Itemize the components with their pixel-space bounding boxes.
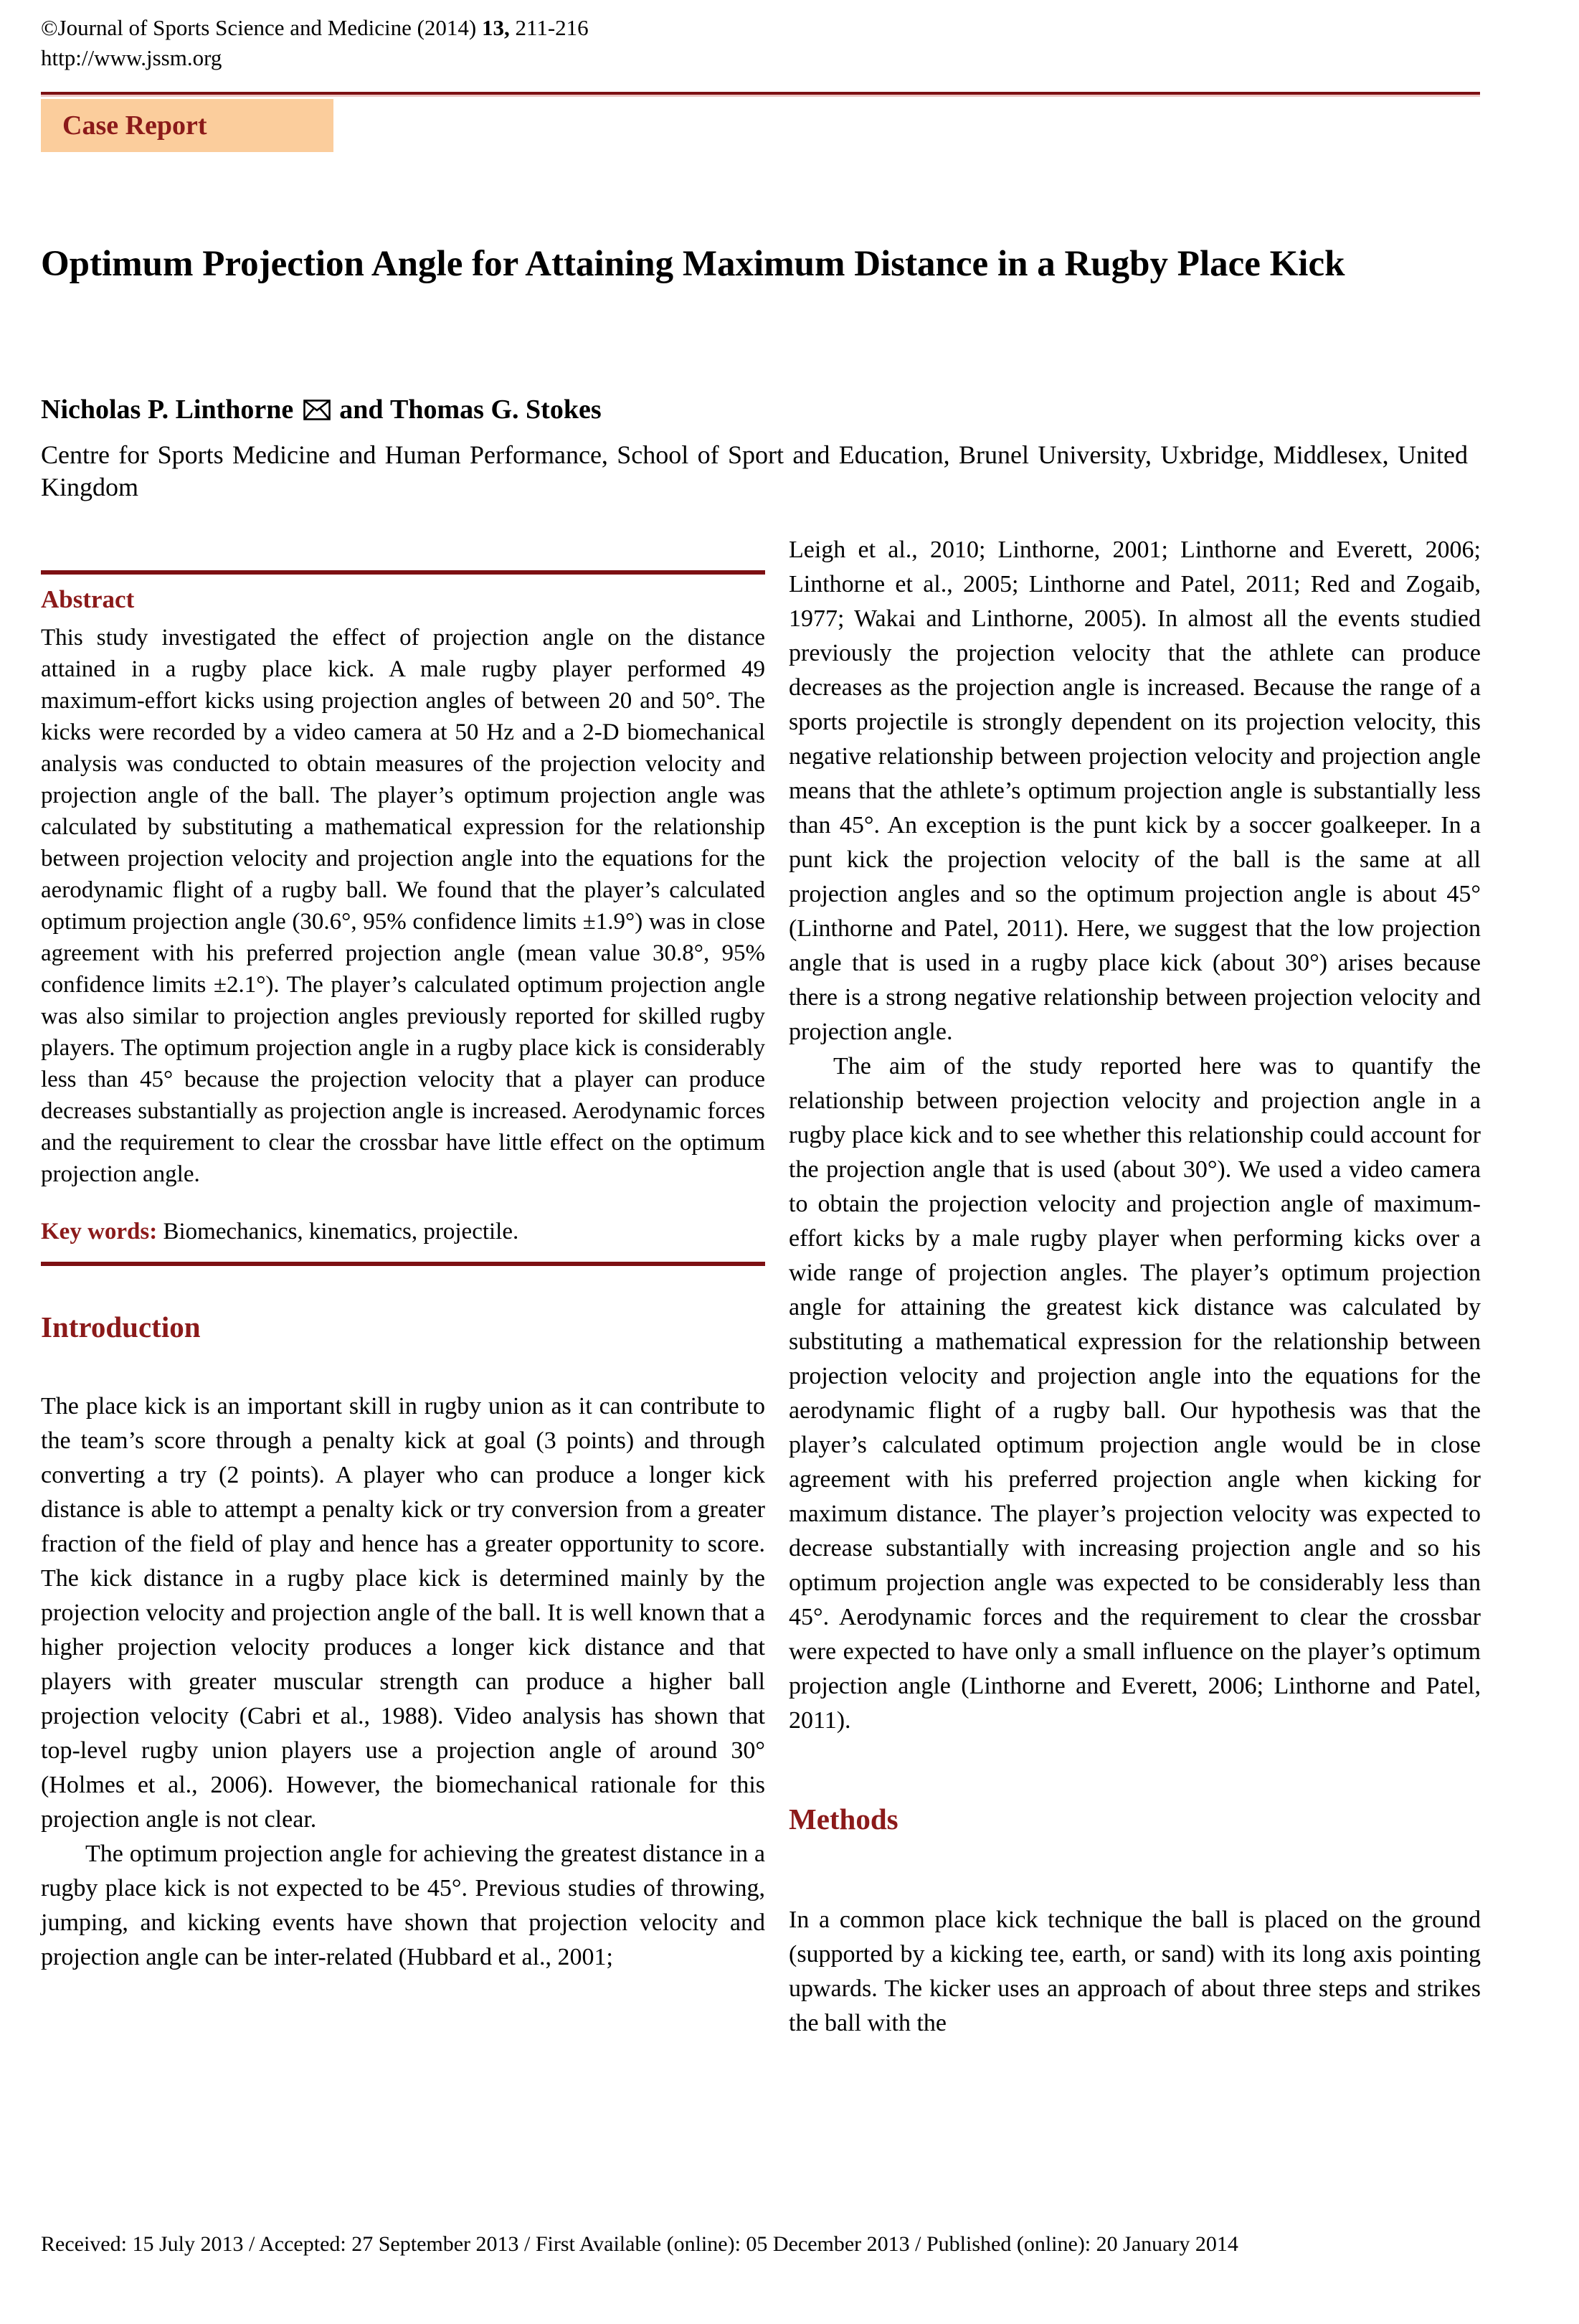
email-envelope-icon[interactable] [303,396,331,428]
journal-citation-prefix: ©Journal of Sports Science and Medicine (2014) [41,15,482,40]
journal-volume: 13, [482,15,510,40]
article-type-label: Case Report [62,110,207,141]
methods-heading: Methods [789,1803,898,1836]
journal-url-link[interactable]: http://www.jssm.org [41,45,222,70]
keywords-label: Key words: [41,1219,158,1244]
author-separator: and [339,395,384,425]
abstract-top-rule [41,570,765,575]
introduction-heading: Introduction [41,1310,201,1343]
affiliation: Centre for Sports Medicine and Human Performance, School of Sport and Education, Brunel University, Uxbridge, Middlesex, United Kingdom [41,440,1468,501]
article-dates-footer: Received: 15 July 2013 / Accepted: 27 September 2013 / First Available (online): 05 December 2013 / Published (online): 20 January 2014 [41,2232,1238,2256]
keywords-bottom-rule [41,1262,765,1266]
journal-pages: 211-216 [509,15,589,40]
abstract-heading: Abstract [41,585,135,613]
introduction-paragraph-2-left: The optimum projection angle for achieving the greatest distance in a rugby place kick is not expected to be 45°. Previous studies of throwing, jumping, and kicking events have shown that projection velocity and projection angle can be inter-related (Hubbard et al., 2001; [41,1841,765,1970]
author-second: Thomas G. Stokes [390,395,602,425]
masthead-divider-rule [41,92,1480,97]
authors-line [41,394,602,428]
abstract-text: This study investigated the effect of projection angle on the distance attained in a rugby place kick. A male rugby player performed 49 maximum-effort kicks using projection angles of between 20 and 50°. The kicks were recorded by a video camera at 50 Hz and a 2-D biomechanical analysis was conducted to obtain measures of the projection velocity and projection angle of the ball. The player’s optimum projection angle was calculated by substituting a mathematical expression for the relationship between projection velocity and projection angle into the equations for the aerodynamic flight of a rugby ball. We found that the player’s calculated optimum projection angle (30.6°, 95% confidence limits ±1.9°) was in close agreement with his preferred projection angle (mean value 30.8°, 95% confidence limits ±2.1°). The player’s calculated optimum projection angle was also similar to projection angles previously reported for skilled rugby players. The optimum projection angle in a rugby place kick is considerably less than 45° because the projection velocity that a player can produce decreases substantially as projection angle is increased. Aerodynamic forces and the requirement to clear the crossbar have little effect on the optimum projection angle. [41,625,765,1187]
author-first: Nicholas P. Linthorne [41,395,294,425]
right-column [789,533,1481,2041]
article-type-badge [41,99,333,152]
journal-citation-line [41,13,1188,43]
article-title: Optimum Projection Angle for Attaining Maximum Distance in a Rugby Place Kick [41,244,1345,284]
introduction-paragraph-3: The aim of the study reported here was to quantify the relationship between projection velocity and projection angle in a rugby place kick and to see whether this relationship could account for the projection angle that is used (about 30°). We used a video camera to obtain the projection velocity and projection angle of maximum-effort kicks by a male rugby player when performing kicks over a wide range of projection angles. The player’s optimum projection angle for attaining the greatest kick distance was calculated by substituting a mathematical expression for the relationship between projection velocity and projection angle into the equations for the aerodynamic flight of a rugby ball. Our hypothesis was that the player’s calculated optimum projection angle would be in close agreement with his preferred projection angle when kicking for maximum distance. The player’s projection velocity was expected to decrease substantially with increasing projection angle and so his optimum projection angle was expected to be considerably less than 45°. Aerodynamic forces and the requirement to clear the crossbar were expected to have only a small influence on the player’s optimum projection angle (Linthorne and Everett, 2006; Linthorne and Patel, 2011). [789,1053,1481,1734]
introduction-paragraph-1: The place kick is an important skill in rugby union as it can contribute to the team’s score through a penalty kick at goal (3 points) and through converting a try (2 points). A player who can produce a longer kick distance is able to attempt a penalty kick or try conversion from a greater fraction of the field of play and hence has a greater opportunity to score. The kick distance in a rugby place kick is determined mainly by the projection velocity and projection angle of the ball. It is well known that a higher projection velocity produces a longer kick distance and that players with greater muscular strength can produce a higher ball projection velocity (Cabri et al., 1988). Video analysis has shown that top-level rugby union players use a projection angle of around 30° (Holmes et al., 2006). However, the biomechanical rationale for this projection angle is not clear. [41,1393,765,1833]
introduction-paragraph-2-continued: Leigh et al., 2010; Linthorne, 2001; Linthorne and Everett, 2006; Linthorne et al., 2005; Linthorne and Patel, 2011; Red and Zogaib, 1977; Wakai and Linthorne, 2005). In almost all the events studied previously the projection velocity that the athlete can produce decreases as the projection angle is increased. Because the range of a sports projectile is strongly dependent on its projection velocity, this negative relationship between projection velocity and projection angle means that the athlete’s optimum projection angle is substantially less than 45°. An exception is the punt kick by a soccer goalkeeper. In a punt kick the projection velocity of the ball is the same at all projection angles and so the optimum projection angle is about 45° (Linthorne and Patel, 2011). Here, we suggest that the low projection angle that is used in a rugby place kick (about 30°) arises because there is a strong negative relationship between projection velocity and projection angle. [789,537,1481,1045]
keywords-line [41,1216,765,1247]
methods-paragraph-1: In a common place kick technique the ball is placed on the ground (supported by a kicking tee, earth, or sand) with its long axis pointing upwards. The kicker uses an approach of about three steps and strikes the ball with the [789,1907,1481,2036]
left-column [41,570,765,1975]
journal-masthead [41,13,1188,73]
keywords-text: Biomechanics, kinematics, projectile. [163,1219,519,1244]
